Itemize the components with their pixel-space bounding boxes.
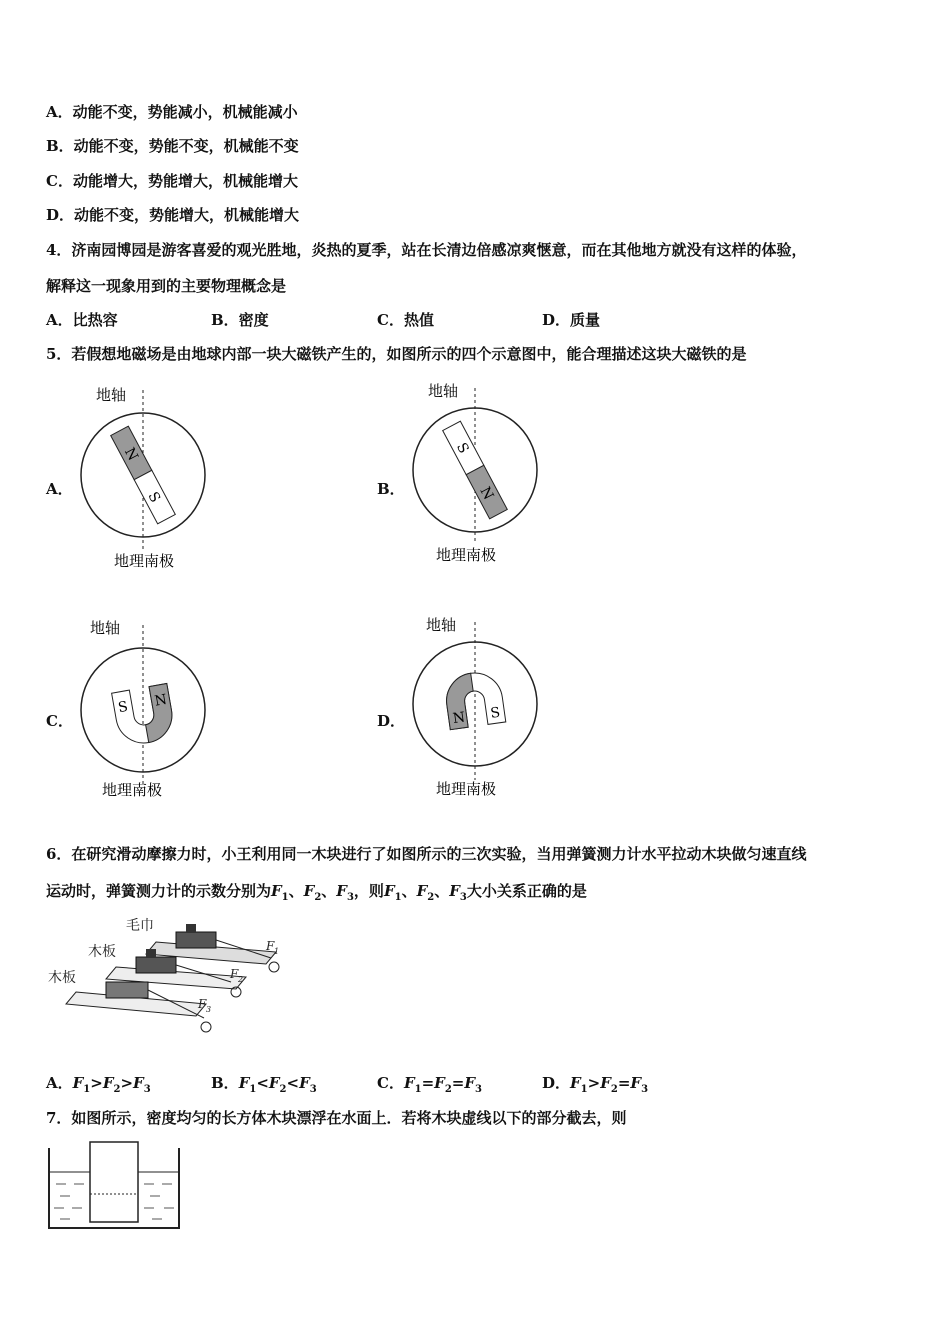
svg-text:F: F [198,997,207,1011]
board-label-2: 木板 [48,970,76,986]
pole-label: 地理南极 [114,552,175,570]
q6-friction-figure [46,912,296,1042]
q7-stem: 7．如图所示，密度均匀的长方体木块漂浮在水面上．若将木块虚线以下的部分截去，则 [46,1109,627,1127]
magnet-n-label: N [451,709,467,728]
q5-label-c: C． [46,712,73,730]
q6-option-d: D．$F_1>F_2=F_3$ [542,1074,649,1095]
q6-option-a: A．$F_1>F_2>F_3$ [46,1074,151,1095]
q5-figure-b [410,378,540,568]
magnet-n-label: N [120,445,141,464]
q6-stem-part-b: ，则 [353,882,384,900]
q6-stem-line1: 6．在研究滑动摩擦力时，小王利用同一木块进行了如图所示的三次实验，当用弹簧测力计水平拉动木块做匀速直线 [46,845,807,863]
magnet-s-label: S [116,698,130,717]
q3-option-b: B．动能不变，势能不变，机械能不变 [46,137,299,155]
q6-option-c: C．$F_1=F_2=F_3$ [377,1074,482,1095]
q5-label-b: B． [377,480,405,498]
q6-stem-part-a: 运动时，弹簧测力计的示数分别为 [46,882,272,900]
q3-option-a: A．动能不变，势能减小，机械能减小 [46,103,298,121]
q4-option-c: C．热值 [377,311,434,329]
magnet-s-label: S [452,440,472,457]
magnet-s-label: S [489,704,502,722]
magnet-n-label: N [476,484,497,503]
q6-stem-part-c: 大小关系正确的是 [466,882,587,900]
svg-text:1: 1 [274,947,280,956]
svg-text:F: F [266,939,275,953]
svg-text:3: 3 [206,1005,212,1014]
q4-option-a: A．比热容 [46,311,118,329]
magnet-n-label: N [153,691,169,710]
axis-label: 地轴 [426,616,457,634]
q5-label-d: D． [377,712,406,730]
svg-text:2: 2 [238,975,244,984]
q4-stem-line2: 解释这一现象用到的主要物理概念是 [46,277,287,295]
q4-option-b: B．密度 [211,311,269,329]
pole-label: 地理南极 [436,546,497,564]
q5-label-a: A． [46,480,73,498]
q7-beaker-figure [46,1140,186,1235]
q6-stem-line2: 运动时，弹簧测力计的示数分别为$F_1$、$F_2$、$F_3$，则$F_1$、$F_2$、$F_3$大小关系正确的是 [46,882,587,903]
axis-label: 地轴 [90,619,121,637]
towel-label: 毛巾 [126,918,154,934]
q3-option-d: D．动能不变，势能增大，机械能增大 [46,206,300,224]
svg-text:F: F [230,967,239,981]
pole-label: 地理南极 [102,781,163,799]
q5-figure-d [410,612,540,802]
q4-stem-line1: 4．济南园博园是游客喜爱的观光胜地，炎热的夏季，站在长清边倍感凉爽惬意，而在其他地方就没有这样的体验， [46,241,807,259]
q6-option-b: B．$F_1<F_2<F_3$ [211,1074,317,1095]
q5-stem: 5．若假想地磁场是由地球内部一块大磁铁产生的，如图所示的四个示意图中，能合理描述这块大磁铁的是 [46,345,747,363]
q3-option-c: C．动能增大，势能增大，机械能增大 [46,172,298,190]
q5-figure-c [78,615,208,805]
axis-label: 地轴 [96,386,127,404]
board-label-1: 木板 [88,944,116,960]
magnet-s-label: S [144,489,164,506]
q5-figure-a [78,380,208,575]
q4-option-d: D．质量 [542,311,601,329]
pole-label: 地理南极 [436,780,497,798]
axis-label: 地轴 [428,382,459,400]
